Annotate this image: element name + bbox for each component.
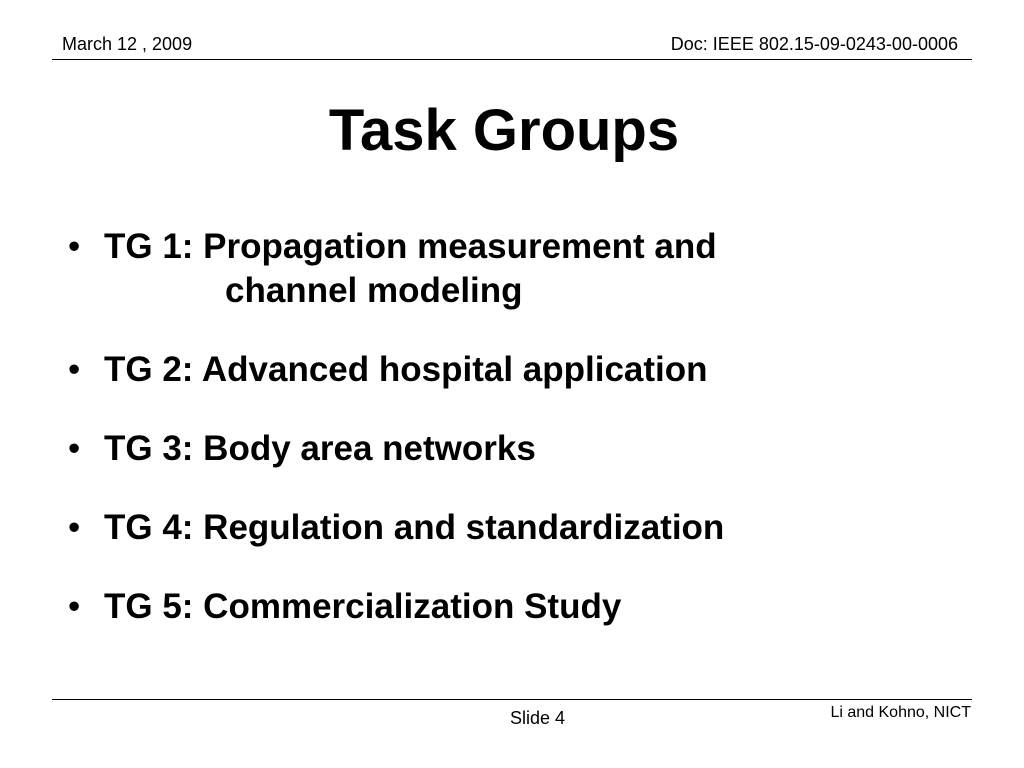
bullet-icon: • (68, 587, 81, 626)
list-item (68, 427, 968, 471)
footer-divider (52, 699, 972, 700)
bullet-icon: • (68, 227, 81, 266)
list-item (68, 585, 968, 629)
bullet-text-continuation: channel modeling (225, 271, 523, 310)
header-divider (52, 59, 972, 60)
list-item (68, 225, 968, 313)
header-doc-id: Doc: IEEE 802.15-09-0243-00-0006 (670, 34, 958, 54)
bullet-list (68, 225, 968, 664)
slide-title: Task Groups (328, 98, 680, 163)
bullet-text: TG 5: Commercialization Study (104, 587, 622, 626)
header-date: March 12 , 2009 (62, 34, 193, 54)
footer-slide-number: Slide 4 (510, 708, 566, 728)
list-item (68, 348, 968, 392)
bullet-icon: • (68, 508, 81, 547)
bullet-text: TG 1: Propagation measurement and (104, 227, 717, 266)
footer-authors: Li and Kohno, NICT (830, 704, 971, 721)
list-item (68, 506, 968, 550)
bullet-icon: • (68, 350, 81, 389)
bullet-text: TG 2: Advanced hospital application (104, 350, 708, 389)
bullet-icon: • (68, 429, 81, 468)
bullet-text: TG 4: Regulation and standardization (104, 508, 725, 547)
bullet-text: TG 3: Body area networks (104, 429, 536, 468)
